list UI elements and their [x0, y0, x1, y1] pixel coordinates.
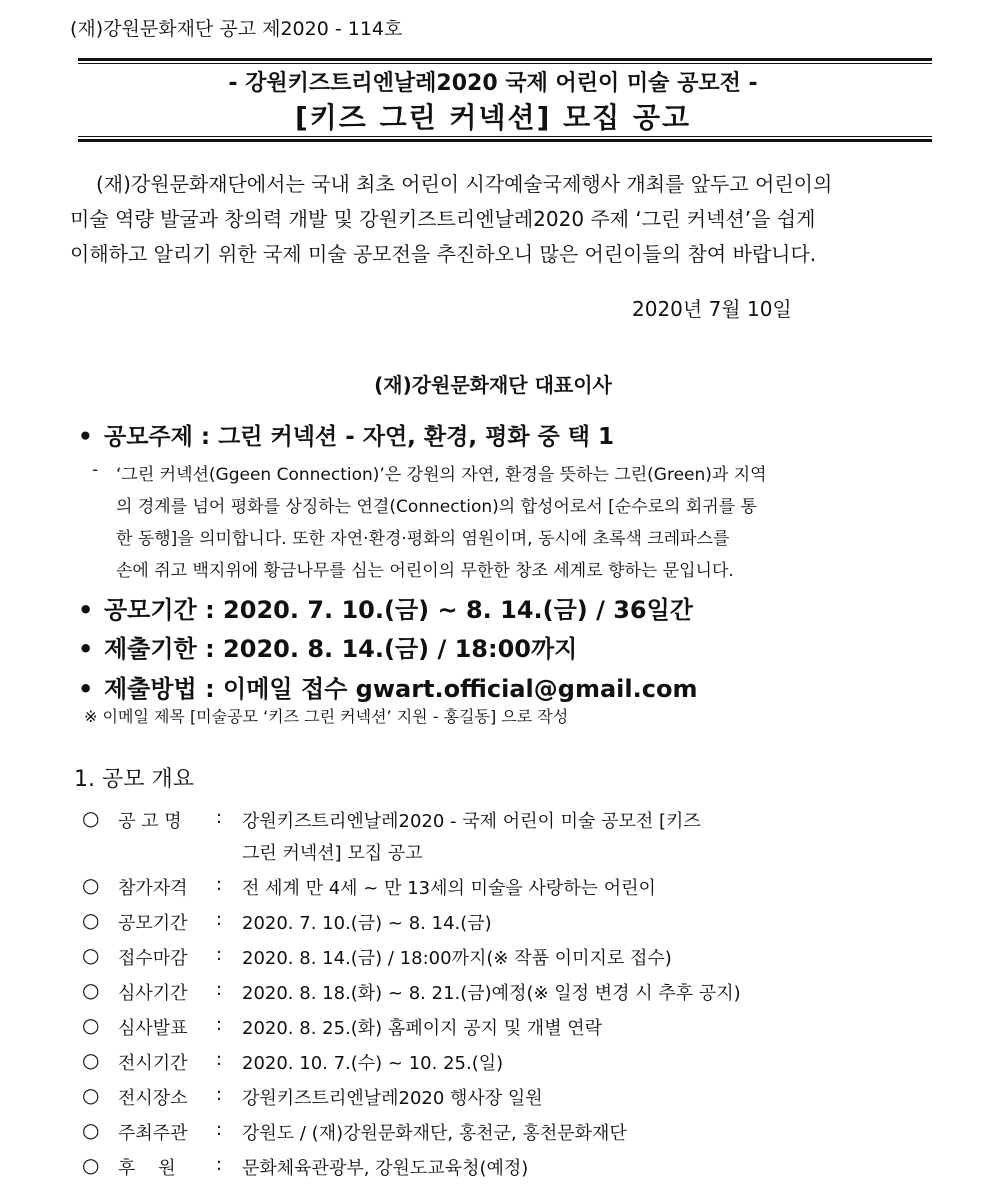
row-value: 2020. 10. 7.(수) ~ 10. 25.(일): [242, 1053, 504, 1074]
circle-bullet-icon: ○: [82, 943, 100, 967]
row-colon: :: [216, 909, 223, 930]
row-colon: :: [216, 1154, 223, 1175]
row-colon: :: [216, 1014, 223, 1035]
email-note: ※ 이메일 제목 [미술공모 ‘키즈 그린 커넥션’ 지원 - 홍길동] 으로 작성: [84, 707, 569, 726]
deadline-item: [78, 629, 577, 664]
row-colon: :: [216, 1119, 223, 1140]
theme-desc-line: 의 경계를 넘어 평화를 상징하는 연결(Connection)의 합성어로서 [순수로의 회귀를 통: [116, 497, 757, 517]
row-colon: :: [216, 1049, 223, 1070]
circle-bullet-icon: ○: [82, 1048, 100, 1072]
title-top-rule-thin: [78, 63, 932, 64]
theme-desc-line: 한 동행]을 의미합니다. 또한 자연·환경·평화의 염원이며, 동시에 초록색 크레파스를: [116, 529, 730, 549]
row-label: 심사기간: [118, 983, 188, 1004]
row-value: 강원키즈트리엔날레2020 - 국제 어린이 미술 공모전 [키즈: [242, 811, 701, 832]
intro-line: 미술 역량 발굴과 창의력 개발 및 강원키즈트리엔날레2020 주제 ‘그린 커넥션’을 쉽게: [70, 207, 816, 231]
row-value: 2020. 7. 10.(금) ~ 8. 14.(금): [242, 913, 492, 934]
row-label: 접수마감: [118, 948, 188, 969]
row-label: 주최주관: [118, 1123, 188, 1144]
title-bottom-rule-thin: [78, 136, 932, 137]
theme-item: [78, 418, 614, 451]
bullet-icon: •: [78, 424, 93, 450]
method-item: [78, 669, 697, 704]
row-label: 참가자격: [118, 878, 188, 899]
theme-text: 공모주제 : 그린 커넥션 - 자연, 환경, 평화 중 택 1: [104, 424, 615, 450]
section-title: 1. 공모 개요: [74, 767, 194, 792]
bullet-icon: •: [78, 635, 94, 663]
row-colon: :: [216, 1084, 223, 1105]
method-text: 제출방법 : 이메일 접수 gwart.official@gmail.com: [104, 675, 698, 703]
circle-bullet-icon: ○: [82, 1083, 100, 1107]
row-value: 2020. 8. 14.(금) / 18:00까지(※ 작품 이미지로 접수): [242, 948, 672, 969]
row-value: 2020. 8. 18.(화) ~ 8. 21.(금)예정(※ 일정 변경 시 추후 공지): [242, 983, 741, 1004]
title-bottom-rule-thick: [78, 139, 932, 142]
theme-desc-dash: -: [92, 460, 99, 480]
row-value: 강원키즈트리엔날레2020 행사장 일원: [242, 1088, 543, 1109]
circle-bullet-icon: ○: [82, 1153, 100, 1177]
theme-desc-line: ‘그린 커넥션(Ggeen Connection)’은 강원의 자연, 환경을 뜻하는 그린(Green)과 지역: [116, 465, 767, 485]
circle-bullet-icon: ○: [82, 978, 100, 1002]
page-title: [키즈 그린 커넥션] 모집 공고: [294, 101, 692, 134]
issuer-name: (재)강원문화재단 대표이사: [374, 373, 612, 397]
row-value: 그린 커넥션] 모집 공고: [242, 843, 423, 864]
period-text: 공모기간 : 2020. 7. 10.(금) ~ 8. 14.(금) / 36일간: [104, 596, 693, 624]
bullet-icon: •: [78, 675, 94, 703]
row-label: 전시장소: [118, 1088, 188, 1109]
title-top-rule-thick: [78, 58, 932, 61]
circle-bullet-icon: ○: [82, 873, 100, 897]
row-value: 문화체육관광부, 강원도교육청(예정): [242, 1158, 529, 1179]
notice-date: 2020년 7월 10일: [632, 297, 792, 321]
circle-bullet-icon: ○: [82, 806, 100, 830]
row-value: 2020. 8. 25.(화) 홈페이지 공지 및 개별 연락: [242, 1018, 603, 1039]
row-colon: :: [216, 979, 223, 1000]
row-label: 후 원: [118, 1158, 176, 1179]
row-value: 전 세계 만 4세 ~ 만 13세의 미술을 사랑하는 어린이: [242, 878, 656, 899]
row-colon: :: [216, 874, 223, 895]
circle-bullet-icon: ○: [82, 1013, 100, 1037]
circle-bullet-icon: ○: [82, 1118, 100, 1142]
row-value: 강원도 / (재)강원문화재단, 홍천군, 홍천문화재단: [242, 1123, 627, 1144]
row-colon: :: [216, 944, 223, 965]
deadline-text: 제출기한 : 2020. 8. 14.(금) / 18:00까지: [104, 635, 578, 663]
period-item: [78, 590, 693, 625]
row-label: 전시기간: [118, 1053, 188, 1074]
intro-line: (재)강원문화재단에서는 국내 최초 어린이 시각예술국제행사 개최를 앞두고 어린이의: [96, 172, 833, 196]
row-colon: :: [216, 807, 223, 828]
theme-desc-line: 손에 쥐고 백지위에 황금나무를 심는 어린이의 무한한 창조 세계로 향하는 문입니다.: [116, 561, 734, 581]
notice-number: (재)강원문화재단 공고 제2020 - 114호: [70, 18, 403, 40]
row-label: 심사발표: [118, 1018, 188, 1039]
row-label: 공 고 명: [118, 811, 182, 832]
circle-bullet-icon: ○: [82, 908, 100, 932]
title-subtitle: - 강원키즈트리엔날레2020 국제 어린이 미술 공모전 -: [228, 71, 758, 96]
row-label: 공모기간: [118, 913, 188, 934]
intro-line: 이해하고 알리기 위한 국제 미술 공모전을 추진하오니 많은 어린이들의 참여 바랍니다.: [70, 242, 817, 266]
bullet-icon: •: [78, 596, 94, 624]
